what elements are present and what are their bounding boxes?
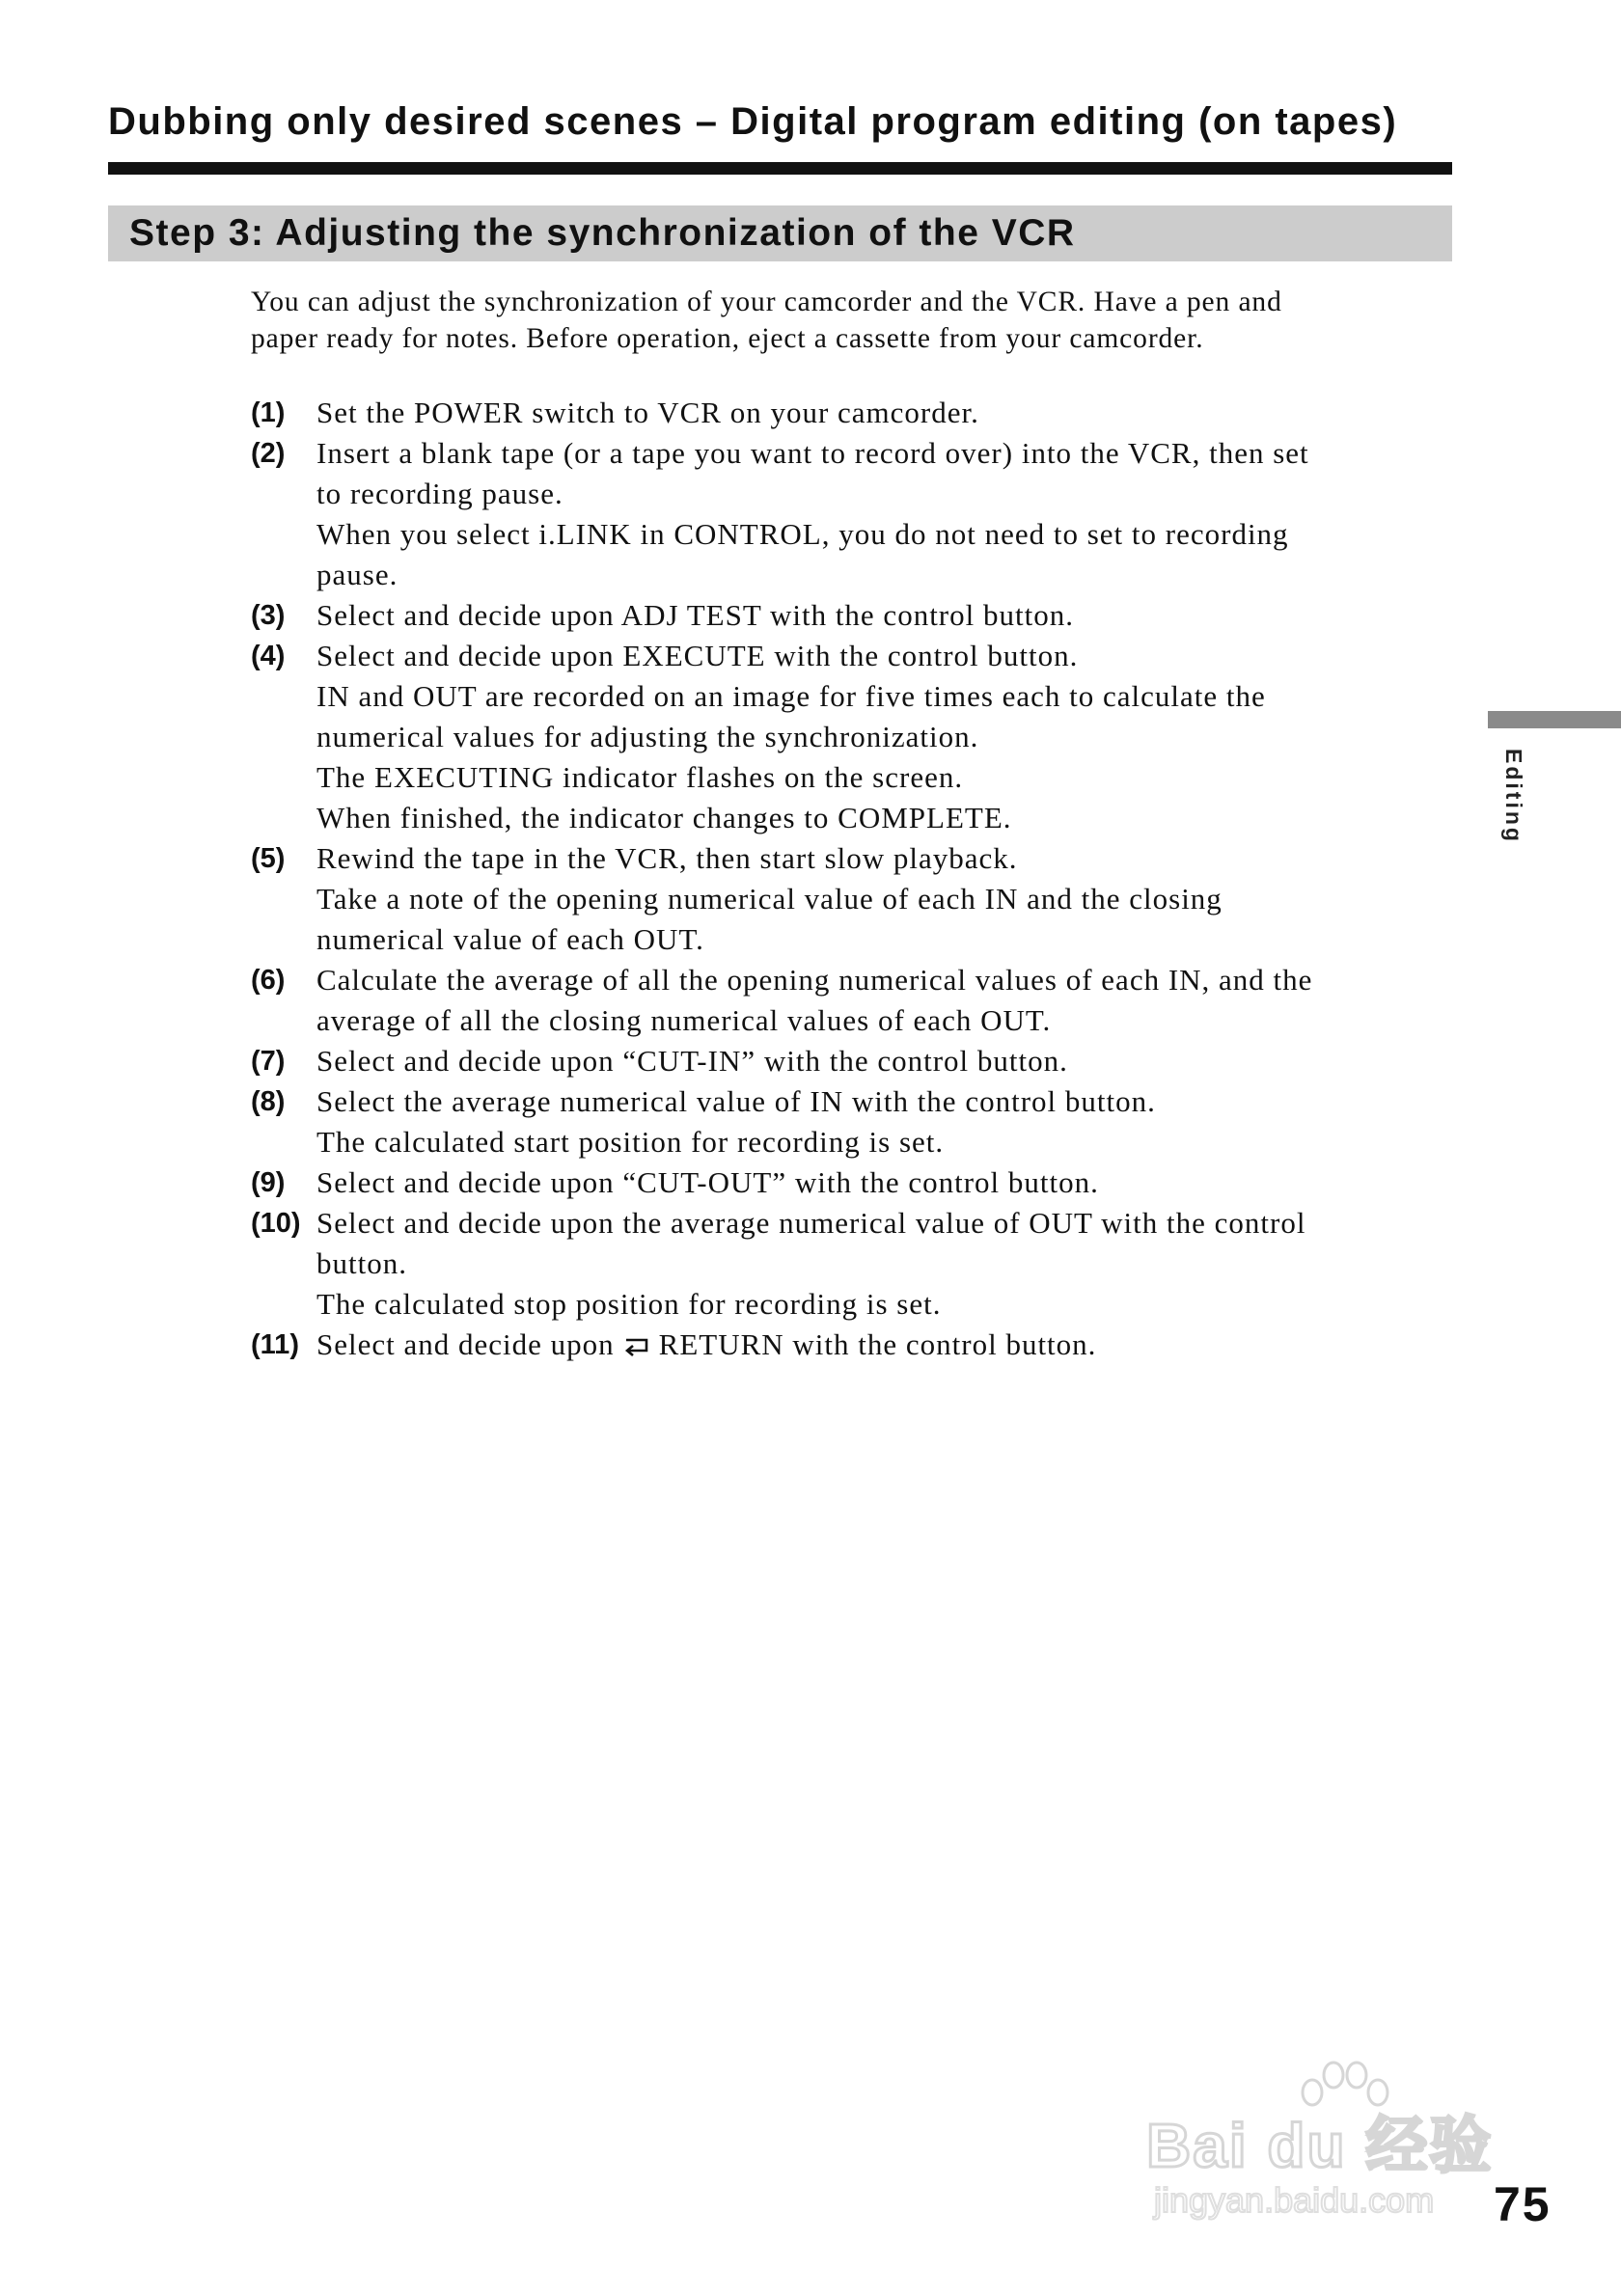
return-icon	[620, 1328, 653, 1369]
section-heading-bar	[108, 205, 1452, 261]
step-text	[316, 1325, 1438, 1369]
step-item	[251, 1325, 1438, 1369]
intro-line: paper ready for notes. Before operation, eject a cassette from your camcorder.	[251, 323, 1204, 354]
step-text: The calculated start position for recording is set.	[316, 1125, 945, 1159]
step-text: The EXECUTING indicator flashes on the screen.	[316, 760, 964, 794]
step-text: Select and decide upon the average numerical value of OUT with the control	[316, 1206, 1306, 1240]
step-item	[251, 433, 1438, 595]
step-item	[251, 838, 1438, 960]
step-number: (9)	[251, 1167, 286, 1198]
step-item	[251, 1041, 1438, 1081]
step-item	[251, 960, 1438, 1041]
section-title: Step 3: Adjusting the synchronization of the VCR	[129, 212, 1076, 254]
step-text: Select the average numerical value of IN with the control button.	[316, 1084, 1156, 1118]
step-number: (5)	[251, 843, 286, 874]
step-item	[251, 393, 1438, 433]
step-text: When you select i.LINK in CONTROL, you do not need to set to recording	[316, 517, 1289, 551]
step-text: Select and decide upon “CUT-IN” with the control button.	[316, 1044, 1068, 1078]
step-number: (10)	[251, 1208, 301, 1239]
step-number: (7)	[251, 1046, 286, 1077]
watermark	[1146, 2060, 1523, 2228]
watermark-brand: Bai du 经验	[1146, 2111, 1494, 2180]
step-text: Take a note of the opening numerical value of each IN and the closing	[316, 882, 1223, 916]
watermark-url: jingyan.baidu.com	[1154, 2180, 1435, 2220]
step-item	[251, 595, 1438, 636]
step-text: Set the POWER switch to VCR on your camcorder.	[316, 396, 979, 429]
step-text: to recording pause.	[316, 477, 563, 510]
step-text: IN and OUT are recorded on an image for five times each to calculate the	[316, 679, 1266, 713]
step-number: (1)	[251, 397, 286, 428]
steps-list	[251, 393, 1438, 1369]
step-number: (6)	[251, 965, 286, 996]
step-text: When finished, the indicator changes to COMPLETE.	[316, 801, 1012, 834]
header-rule	[108, 162, 1452, 175]
step-number: (3)	[251, 600, 286, 631]
step-text: numerical value of each OUT.	[316, 922, 704, 956]
intro-line: You can adjust the synchronization of your camcorder and the VCR. Have a pen and	[251, 287, 1282, 317]
step-text: Select and decide upon ADJ TEST with the control button.	[316, 598, 1074, 632]
step-text: Calculate the average of all the opening numerical values of each IN, and the	[316, 963, 1313, 997]
side-tab-bar	[1488, 711, 1621, 728]
step-item	[251, 636, 1438, 838]
step-text: The calculated stop position for recording is set.	[316, 1287, 942, 1321]
step-number: (2)	[251, 438, 286, 469]
step-text: Select and decide upon “CUT-OUT” with the control button.	[316, 1165, 1099, 1199]
step-item	[251, 1203, 1438, 1325]
step-text: average of all the closing numerical values of each OUT.	[316, 1003, 1052, 1037]
step-text: pause.	[316, 558, 398, 591]
intro-paragraph	[251, 284, 1428, 357]
step-number: (4)	[251, 641, 286, 671]
step-text: Insert a blank tape (or a tape you want to record over) into the VCR, then set	[316, 436, 1309, 470]
step-number: (11)	[251, 1329, 299, 1360]
page-number: 75	[1494, 2177, 1552, 2231]
step-text-after-icon: RETURN with the control button.	[658, 1327, 1097, 1361]
step-text: numerical values for adjusting the synchronization.	[316, 720, 979, 753]
side-tab-label: Editing	[1501, 749, 1526, 844]
step-text-before-icon: Select and decide upon	[316, 1327, 615, 1361]
step-item	[251, 1081, 1438, 1162]
step-number: (8)	[251, 1086, 286, 1117]
page-header: Dubbing only desired scenes – Digital program editing (on tapes)	[108, 100, 1398, 143]
step-item	[251, 1162, 1438, 1203]
step-text: Select and decide upon EXECUTE with the control button.	[316, 639, 1079, 672]
step-text: Rewind the tape in the VCR, then start slow playback.	[316, 841, 1018, 875]
step-text: button.	[316, 1246, 407, 1280]
